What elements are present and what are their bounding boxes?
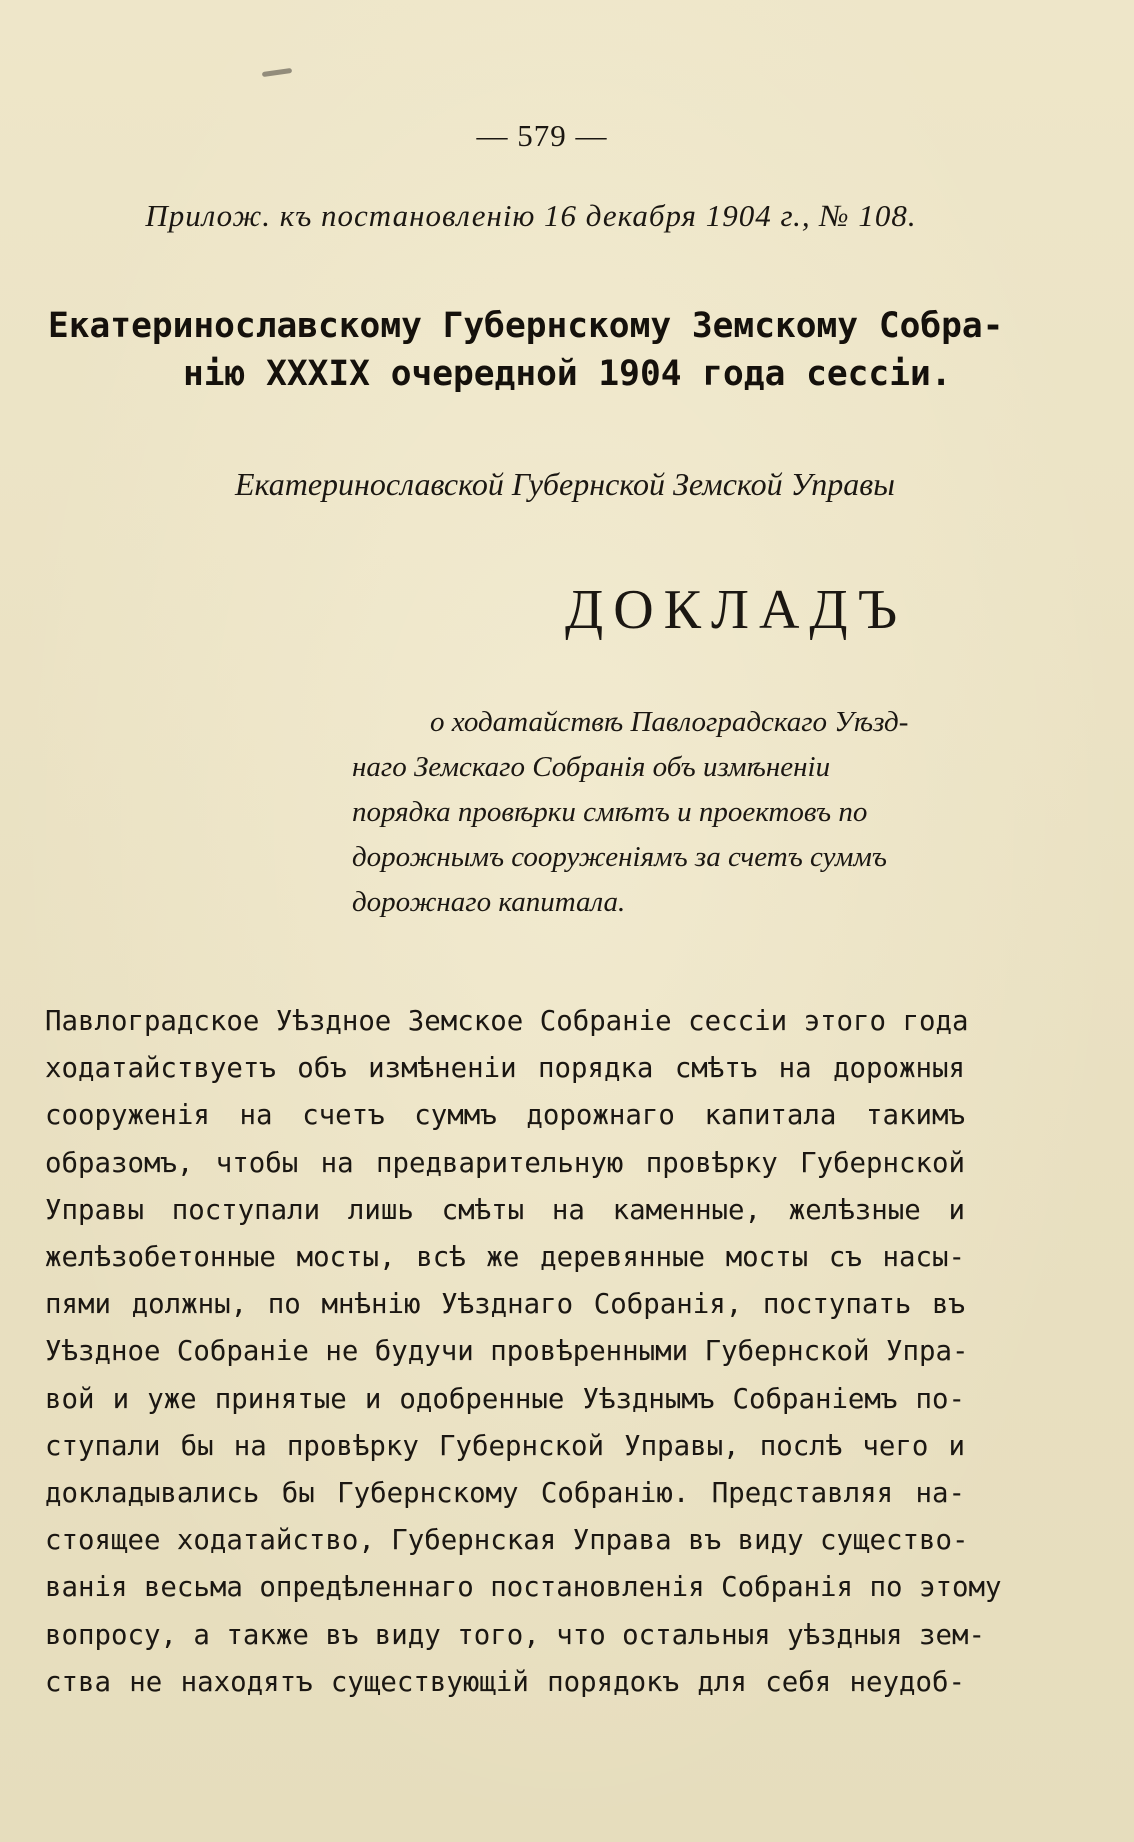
body-line: вопросу, а также въ виду того, что остальныя уѣздныя зем- — [45, 1619, 985, 1651]
issuing-body: Екатеринославской Губернской Земской Управы — [235, 466, 895, 502]
body-line: образомъ, чтобы на предварительную провѣрку Губернской — [45, 1147, 965, 1179]
body-line: ванія весьма опредѣленнаго постановленія Собранія по этому — [45, 1572, 1002, 1604]
body-line: ступали бы на провѣрку Губернской Управы, послѣ чего и — [45, 1430, 965, 1462]
body-line: докладывались бы Губернскому Собранію. Представляя на- — [45, 1478, 965, 1510]
body-line: Управы поступали лишь смѣты на каменные, желѣзные и — [45, 1194, 965, 1226]
heading-line: Екатеринославскому Губернскому Земскому Собра- — [48, 306, 1004, 346]
body-line: Павлоградское Уѣздное Земское Собраніе сессіи этого года — [45, 1006, 969, 1037]
subject-line: наго Земскаго Собранія объ измѣненіи — [352, 751, 831, 783]
appendix-note: Прилож. къ постановленію 16 декабря 1904 г., № 108. — [145, 198, 917, 233]
document-type-title: ДОКЛАДЪ — [565, 579, 908, 641]
subject-line: порядка провѣрки смѣтъ и проектовъ по — [352, 796, 868, 828]
body-line: стоящее ходатайство, Губернская Управа въ виду существо- — [45, 1525, 969, 1557]
subject-line: о ходатайствѣ Павлоградскаго Уѣзд- — [430, 706, 909, 738]
body-line: ства не находятъ существующій порядокъ для себя неудоб- — [45, 1666, 965, 1698]
body-line: желѣзобетонные мосты, всѣ же деревянные мосты съ насы- — [45, 1242, 965, 1274]
body-line: вой и уже принятые и одобренные Уѣзднымъ Собраніемъ по- — [45, 1383, 965, 1415]
body-line: пями должны, по мнѣнію Уѣзднаго Собранія, поступать въ — [45, 1289, 965, 1321]
subject-line: дорожнымъ сооруженіямъ за счетъ суммъ — [352, 841, 887, 873]
body-line: Уѣздное Собраніе не будучи провѣренными Губернской Упра- — [45, 1336, 969, 1368]
body-paragraph — [45, 998, 1002, 1706]
ink-smudge — [262, 68, 292, 77]
subject-line: дорожнаго капитала. — [352, 886, 626, 918]
heading-line: нію XXXIX очередной 1904 года сессіи. — [183, 354, 952, 394]
page-number: — 579 — — [476, 118, 608, 153]
body-line: сооруженія на счетъ суммъ дорожнаго капитала такимъ — [45, 1100, 965, 1132]
body-line: ходатайствуетъ объ измѣненіи порядка смѣтъ на дорожныя — [45, 1053, 965, 1085]
report-subject — [352, 700, 964, 925]
document-heading — [48, 302, 1004, 398]
